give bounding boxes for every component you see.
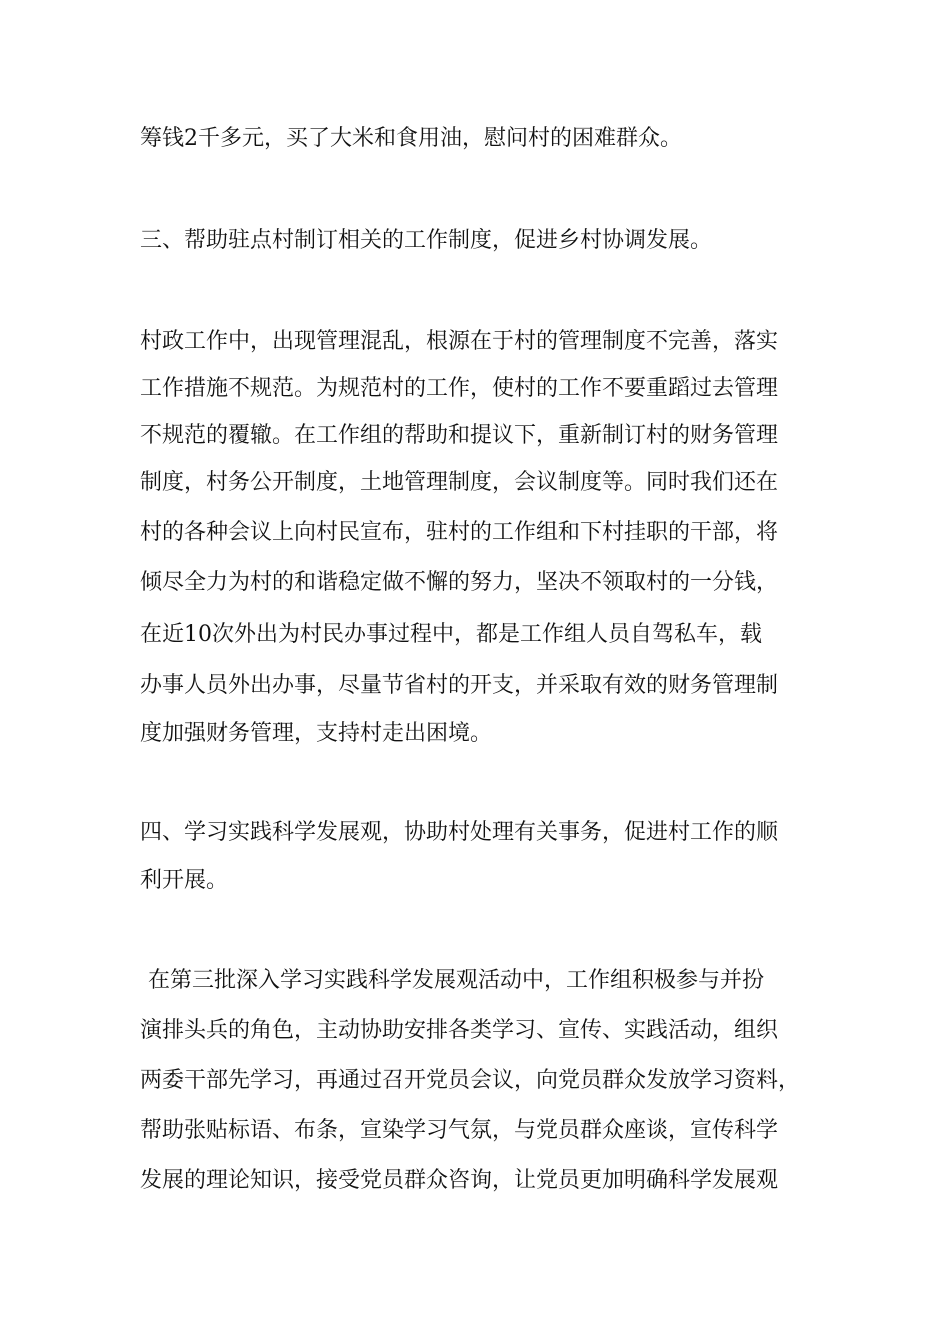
text-line: 不规范的覆辙。在工作组的帮助和提议下，重新制订村的财务管理 [140,423,779,448]
text-line: 倾尽全力为村的和谐稳定做不懈的努力，坚决不领取村的一分钱， [140,570,779,595]
text-line: 村的各种会议上向村民宣布，驻村的工作组和下村挂职的干部，将 [140,520,779,545]
text-line: 村政工作中，出现管理混乱，根源在于村的管理制度不完善，落实 [140,329,779,354]
text-line: 工作措施不规范。为规范村的工作，使村的工作不要重蹈过去管理 [140,376,779,401]
text-line: 度加强财务管理，支持村走出困境。 [140,721,493,746]
section-heading-3: 三、帮助驻点村制订相关的工作制度，促进乡村协调发展。 [140,228,713,253]
text-line: 在近10次外出为村民办事过程中，都是工作组人员自驾私车，载 [140,622,762,647]
text-line: 两委干部先学习，再通过召开党员会议，向党员群众发放学习资料， [140,1068,801,1093]
text-line: 在第三批深入学习实践科学发展观活动中，工作组积极参与并扮 [148,968,765,993]
text-line: 制度，村务公开制度，土地管理制度，会议制度等。同时我们还在 [140,470,779,495]
text-line: 帮助张贴标语、布条，宣染学习气氛，与党员群众座谈，宣传科学 [140,1118,779,1143]
text-line: 利开展。 [140,868,229,893]
text-line: 筹钱2千多元，买了大米和食用油，慰问村的困难群众。 [140,126,682,151]
text-line: 演排头兵的角色，主动协助安排各类学习、宣传、实践活动，组织 [140,1018,779,1043]
text-line: 发展的理论知识，接受党员群众咨询，让党员更加明确科学发展观 [140,1168,779,1193]
text-line: 办事人员外出办事，尽量节省村的开支，并采取有效的财务管理制 [140,673,779,698]
section-heading-4: 四、学习实践科学发展观，协助村处理有关事务，促进村工作的顺 [140,820,779,845]
